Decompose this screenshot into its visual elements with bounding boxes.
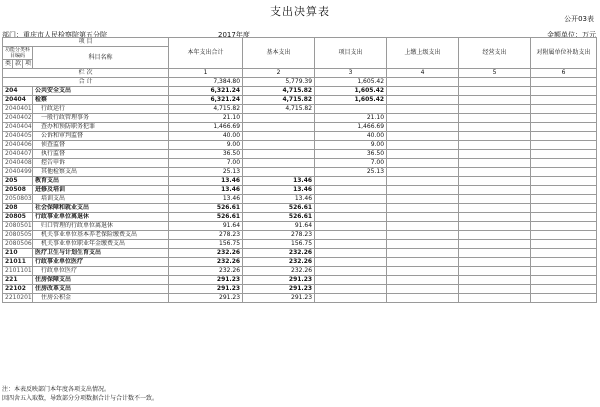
amount-cell: 1,466.69 xyxy=(169,123,243,132)
expenditure-table xyxy=(2,37,597,303)
amount-cell: 7.00 xyxy=(169,159,243,168)
table-row xyxy=(3,195,597,204)
amount-cell xyxy=(387,114,459,123)
amount-cell: 9.00 xyxy=(315,141,387,150)
table-row xyxy=(3,213,597,222)
amount-cell xyxy=(459,231,531,240)
subject-name: 归口管理的行政单位离退休 xyxy=(33,222,169,231)
amount-cell xyxy=(387,168,459,177)
amount-cell xyxy=(459,195,531,204)
amount-cell xyxy=(531,105,597,114)
amount-cell xyxy=(315,195,387,204)
subject-code: 2040404 xyxy=(3,123,33,132)
amount-cell xyxy=(531,267,597,276)
kuan-header: 类 xyxy=(3,60,13,69)
amount-cell xyxy=(531,213,597,222)
table-row xyxy=(3,294,597,303)
amount-cell xyxy=(315,105,387,114)
subject-code: 20805 xyxy=(3,213,33,222)
amount-cell: 156.75 xyxy=(243,240,315,249)
subject-name: 住房改革支出 xyxy=(33,285,169,294)
subject-name: 公诉和审判监督 xyxy=(33,132,169,141)
subject-name: 住房公积金 xyxy=(33,294,169,303)
amount-cell: 1,605.42 xyxy=(315,87,387,96)
subject-code: 21011 xyxy=(3,258,33,267)
amount-cell xyxy=(459,96,531,105)
amount-cell xyxy=(459,276,531,285)
subject-code: 2040408 xyxy=(3,159,33,168)
subject-name: 培训支出 xyxy=(33,195,169,204)
amount-cell: 278.23 xyxy=(243,231,315,240)
amount-cell: 13.46 xyxy=(243,186,315,195)
amount-cell: 291.23 xyxy=(169,294,243,303)
amount-cell: 91.64 xyxy=(169,222,243,231)
lan-ci-label: 栏 次 xyxy=(3,69,169,78)
amount-cell: 4,715.82 xyxy=(243,87,315,96)
amount-cell xyxy=(387,159,459,168)
amount-cell xyxy=(315,231,387,240)
amount-cell: 1,466.69 xyxy=(315,123,387,132)
unit-label: 金额单位：万元 xyxy=(547,31,596,39)
subject-name: 教育支出 xyxy=(33,177,169,186)
amount-cell xyxy=(531,96,597,105)
amount-cell xyxy=(531,249,597,258)
subject-name: 住房保障支出 xyxy=(33,276,169,285)
table-row xyxy=(3,231,597,240)
amount-cell xyxy=(315,213,387,222)
table-row xyxy=(3,204,597,213)
amount-cell xyxy=(531,114,597,123)
column-number-row xyxy=(3,69,597,78)
table-row xyxy=(3,114,597,123)
col-number: 2 xyxy=(243,69,315,78)
amount-cell xyxy=(315,240,387,249)
amount-cell: 291.23 xyxy=(243,285,315,294)
subject-code: 22102 xyxy=(3,285,33,294)
amount-cell xyxy=(315,204,387,213)
amount-cell: 291.23 xyxy=(243,276,315,285)
amount-cell xyxy=(459,132,531,141)
amount-cell: 13.46 xyxy=(243,177,315,186)
amount-cell: 9.00 xyxy=(169,141,243,150)
table-row xyxy=(3,267,597,276)
subject-name: 行政事业单位离退休 xyxy=(33,213,169,222)
amount-cell xyxy=(459,141,531,150)
amount-cell: 36.50 xyxy=(169,150,243,159)
total-value: 7,384.80 xyxy=(169,78,243,87)
amount-cell: 156.75 xyxy=(169,240,243,249)
amount-cell: 21.10 xyxy=(169,114,243,123)
amount-cell xyxy=(387,258,459,267)
amount-cell: 6,321.24 xyxy=(169,87,243,96)
table-row xyxy=(3,240,597,249)
project-header: 项 目 xyxy=(3,38,169,47)
amount-cell xyxy=(459,177,531,186)
total-value: 1,605.42 xyxy=(315,78,387,87)
amount-cell: 232.26 xyxy=(169,249,243,258)
amount-cell xyxy=(459,159,531,168)
amount-cell: 40.00 xyxy=(169,132,243,141)
amount-cell xyxy=(531,186,597,195)
subject-code: 2040405 xyxy=(3,132,33,141)
subject-code: 2101101 xyxy=(3,267,33,276)
amount-cell: 21.10 xyxy=(315,114,387,123)
func-code-header: 功能分类科目编码 xyxy=(3,47,33,60)
xiang-header: 项 xyxy=(23,60,33,69)
amount-cell xyxy=(387,240,459,249)
col-number: 6 xyxy=(531,69,597,78)
amount-cell xyxy=(315,267,387,276)
amount-cell: 4,715.82 xyxy=(169,105,243,114)
amount-cell xyxy=(531,258,597,267)
subject-code: 2080506 xyxy=(3,240,33,249)
amount-cell: 6,321.24 xyxy=(169,96,243,105)
amount-cell xyxy=(243,159,315,168)
total-value xyxy=(531,78,597,87)
amount-cell: 526.61 xyxy=(243,213,315,222)
amount-cell xyxy=(387,195,459,204)
amount-cell: 36.50 xyxy=(315,150,387,159)
amount-cell xyxy=(387,150,459,159)
amount-cell xyxy=(459,114,531,123)
amount-cell: 291.23 xyxy=(169,285,243,294)
footnotes xyxy=(2,385,158,403)
table-row xyxy=(3,222,597,231)
table-row xyxy=(3,132,597,141)
amount-cell: 13.46 xyxy=(169,195,243,204)
amount-cell: 526.61 xyxy=(169,204,243,213)
amount-cell xyxy=(459,150,531,159)
amount-cell xyxy=(531,285,597,294)
col-number: 5 xyxy=(459,69,531,78)
amount-cell xyxy=(387,141,459,150)
amount-cell xyxy=(459,285,531,294)
amount-cell: 232.26 xyxy=(243,258,315,267)
amount-cell: 25.13 xyxy=(315,168,387,177)
amount-cell xyxy=(459,168,531,177)
amount-cell xyxy=(459,123,531,132)
table-row xyxy=(3,159,597,168)
subject-code: 2210201 xyxy=(3,294,33,303)
amount-cell xyxy=(387,186,459,195)
amount-cell: 232.26 xyxy=(169,258,243,267)
subject-code: 2050803 xyxy=(3,195,33,204)
col-header-2: 基本支出 xyxy=(243,38,315,69)
amount-cell xyxy=(459,240,531,249)
subject-name: 侦查监督 xyxy=(33,141,169,150)
amount-cell xyxy=(387,87,459,96)
amount-cell xyxy=(243,114,315,123)
amount-cell xyxy=(243,123,315,132)
amount-cell: 13.46 xyxy=(169,186,243,195)
amount-cell xyxy=(315,222,387,231)
table-row xyxy=(3,258,597,267)
amount-cell: 232.26 xyxy=(169,267,243,276)
amount-cell: 232.26 xyxy=(243,249,315,258)
amount-cell xyxy=(531,204,597,213)
table-row xyxy=(3,276,597,285)
amount-cell xyxy=(387,267,459,276)
amount-cell: 291.23 xyxy=(169,276,243,285)
amount-cell xyxy=(531,231,597,240)
amount-cell xyxy=(459,222,531,231)
subject-code: 221 xyxy=(3,276,33,285)
amount-cell xyxy=(531,87,597,96)
amount-cell: 291.23 xyxy=(243,294,315,303)
amount-cell xyxy=(387,96,459,105)
report-title: 支出决算表 xyxy=(270,5,330,18)
amount-cell xyxy=(315,249,387,258)
amount-cell xyxy=(459,213,531,222)
table-row xyxy=(3,96,597,105)
amount-cell xyxy=(387,213,459,222)
amount-cell xyxy=(315,186,387,195)
subject-code: 2080501 xyxy=(3,222,33,231)
amount-cell xyxy=(243,168,315,177)
amount-cell xyxy=(387,249,459,258)
subject-name: 机关事业单位基本养老保险缴费支出 xyxy=(33,231,169,240)
amount-cell xyxy=(387,231,459,240)
subject-name: 控告申诉 xyxy=(33,159,169,168)
subject-name: 行政单位医疗 xyxy=(33,267,169,276)
col-header-5: 经营支出 xyxy=(459,38,531,69)
amount-cell: 526.61 xyxy=(243,204,315,213)
col-number: 1 xyxy=(169,69,243,78)
total-row xyxy=(3,78,597,87)
subject-code: 204 xyxy=(3,87,33,96)
amount-cell xyxy=(315,285,387,294)
amount-cell: 13.46 xyxy=(243,195,315,204)
subject-name: 检察 xyxy=(33,96,169,105)
subject-name: 一般行政管理事务 xyxy=(33,114,169,123)
amount-cell xyxy=(531,294,597,303)
table-row xyxy=(3,105,597,114)
amount-cell xyxy=(243,150,315,159)
amount-cell xyxy=(531,276,597,285)
amount-cell: 40.00 xyxy=(315,132,387,141)
table-row xyxy=(3,177,597,186)
amount-cell xyxy=(387,276,459,285)
col-number: 4 xyxy=(387,69,459,78)
table-row xyxy=(3,186,597,195)
amount-cell xyxy=(531,150,597,159)
lei-header: 款 xyxy=(13,60,23,69)
amount-cell xyxy=(243,132,315,141)
subject-name: 查办和预防职务犯罪 xyxy=(33,123,169,132)
amount-cell xyxy=(315,177,387,186)
col-header-6: 对附属单位补助支出 xyxy=(531,38,597,69)
subject-code: 2080505 xyxy=(3,231,33,240)
amount-cell xyxy=(315,294,387,303)
amount-cell: 13.46 xyxy=(169,177,243,186)
total-value xyxy=(387,78,459,87)
amount-cell xyxy=(315,258,387,267)
department-label: 部门：重庆市人民检察院第五分院 xyxy=(2,31,107,39)
amount-cell: 526.61 xyxy=(169,213,243,222)
amount-cell: 232.26 xyxy=(243,267,315,276)
subject-code: 2040402 xyxy=(3,114,33,123)
col-header-3: 项目支出 xyxy=(315,38,387,69)
amount-cell: 91.64 xyxy=(243,222,315,231)
subject-code: 2040401 xyxy=(3,105,33,114)
total-label: 合 计 xyxy=(3,78,169,87)
subject-code: 205 xyxy=(3,177,33,186)
footnote: 因四舍五入取数，导致部分分项数据合计与合计数不一致。 xyxy=(2,395,159,402)
amount-cell xyxy=(387,123,459,132)
subject-name: 进修及培训 xyxy=(33,186,169,195)
amount-cell xyxy=(387,177,459,186)
amount-cell xyxy=(459,186,531,195)
amount-cell xyxy=(387,105,459,114)
table-row xyxy=(3,87,597,96)
amount-cell xyxy=(459,258,531,267)
amount-cell xyxy=(387,294,459,303)
col-number: 3 xyxy=(315,69,387,78)
total-value xyxy=(459,78,531,87)
amount-cell: 1,605.42 xyxy=(315,96,387,105)
amount-cell xyxy=(387,132,459,141)
amount-cell: 25.13 xyxy=(169,168,243,177)
col-header-1: 本年支出合计 xyxy=(169,38,243,69)
table-row xyxy=(3,168,597,177)
subject-name: 医疗卫生与计划生育支出 xyxy=(33,249,169,258)
subject-name: 执行监督 xyxy=(33,150,169,159)
amount-cell xyxy=(531,141,597,150)
amount-cell xyxy=(531,168,597,177)
subject-code: 2040406 xyxy=(3,141,33,150)
subject-name: 机关事业单位职业年金缴费支出 xyxy=(33,240,169,249)
amount-cell xyxy=(459,294,531,303)
amount-cell xyxy=(459,105,531,114)
amount-cell: 4,715.82 xyxy=(243,96,315,105)
subject-name: 社会保障和就业支出 xyxy=(33,204,169,213)
fiscal-year: 2017年度 xyxy=(218,31,250,39)
amount-cell xyxy=(531,177,597,186)
subject-name: 行政事业单位医疗 xyxy=(33,258,169,267)
subject-code: 2040499 xyxy=(3,168,33,177)
amount-cell xyxy=(531,222,597,231)
form-number: 公开03表 xyxy=(564,15,594,23)
amount-cell: 4,715.82 xyxy=(243,105,315,114)
amount-cell xyxy=(387,285,459,294)
amount-cell xyxy=(459,267,531,276)
amount-cell: 7.00 xyxy=(315,159,387,168)
amount-cell xyxy=(459,87,531,96)
amount-cell xyxy=(531,240,597,249)
subject-code: 20404 xyxy=(3,96,33,105)
table-row xyxy=(3,249,597,258)
table-row xyxy=(3,285,597,294)
subject-code: 208 xyxy=(3,204,33,213)
table-row xyxy=(3,150,597,159)
subject-name-header: 科目名称 xyxy=(33,47,169,69)
amount-cell xyxy=(387,204,459,213)
subject-code: 210 xyxy=(3,249,33,258)
amount-cell xyxy=(531,195,597,204)
amount-cell xyxy=(531,132,597,141)
footnote: 注：本表反映部门本年度各项支出情况。 xyxy=(2,386,111,393)
amount-cell: 278.23 xyxy=(169,231,243,240)
amount-cell xyxy=(243,141,315,150)
subject-name: 其他检察支出 xyxy=(33,168,169,177)
subject-name: 行政运行 xyxy=(33,105,169,114)
subject-code: 20508 xyxy=(3,186,33,195)
header-row-project xyxy=(3,38,597,47)
amount-cell xyxy=(387,222,459,231)
table-row xyxy=(3,123,597,132)
col-header-4: 上缴上级支出 xyxy=(387,38,459,69)
table-row xyxy=(3,141,597,150)
amount-cell xyxy=(531,159,597,168)
total-value: 5,779.39 xyxy=(243,78,315,87)
amount-cell xyxy=(315,276,387,285)
amount-cell xyxy=(459,204,531,213)
subject-code: 2040407 xyxy=(3,150,33,159)
subject-name: 公共安全支出 xyxy=(33,87,169,96)
amount-cell xyxy=(531,123,597,132)
amount-cell xyxy=(459,249,531,258)
